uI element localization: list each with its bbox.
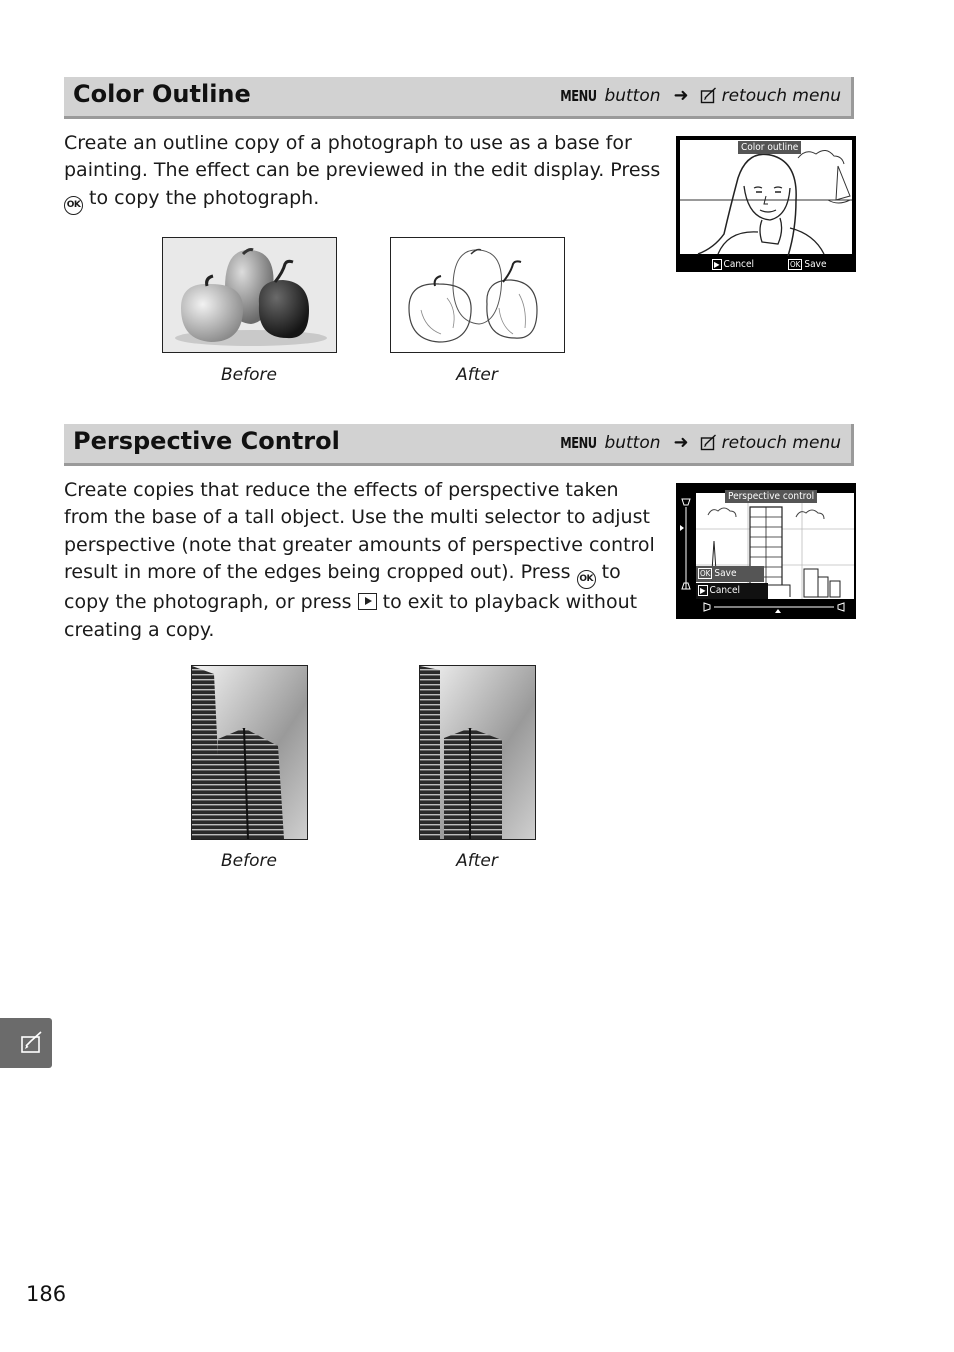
retouch-menu-label: retouch menu xyxy=(721,432,841,453)
screen-footer xyxy=(678,256,854,272)
section-title-color-outline: Color Outline xyxy=(73,80,251,108)
peppers-before-photo xyxy=(162,237,337,353)
screen-save-label: Save xyxy=(804,259,827,270)
screen-cancel-hint xyxy=(712,259,754,270)
screen-title-perspective: Perspective control xyxy=(725,490,817,503)
ok-icon: OK xyxy=(700,569,711,578)
playback-icon: ▶ xyxy=(714,260,720,269)
playback-icon: ▶ xyxy=(700,586,706,595)
screen-cancel-hint xyxy=(698,585,740,596)
screen-save-option xyxy=(696,566,764,582)
retouch-tab-icon xyxy=(20,1031,44,1055)
peppers-outline-image xyxy=(391,238,564,352)
color-outline-text-1: Create an outline copy of a photograph to use as a base for painting. The effect can be previewed in the edit display. Press xyxy=(64,132,661,182)
perspective-text-1: Create copies that reduce the effects of perspective taken from the base of a tall object. Use the multi selector to adjust perspective (note that greater amounts of perspective control result in more of the edges being cropped out). Press xyxy=(64,479,655,584)
caption-after-1: After xyxy=(456,365,498,385)
menu-path xyxy=(557,85,841,106)
perspective-control-description xyxy=(64,477,664,644)
screen-title-color-outline: Color outline xyxy=(738,141,801,154)
peppers-photo-image xyxy=(163,238,336,352)
menu-path xyxy=(557,432,841,453)
page-number: 186 xyxy=(26,1282,67,1306)
ok-button-icon: OK xyxy=(64,196,83,215)
caption-after-2: After xyxy=(456,851,498,871)
building-before-photo xyxy=(191,665,308,840)
ok-button-icon: OK xyxy=(577,570,596,589)
menu-label: MENU xyxy=(559,86,597,105)
color-outline-description xyxy=(64,130,664,215)
building-after-image xyxy=(420,666,535,839)
screen-save-hint xyxy=(788,259,826,270)
building-before-image xyxy=(192,666,307,839)
retouch-menu-icon xyxy=(700,434,717,451)
outline-portrait-drawing xyxy=(678,138,854,256)
screen-save-label: Save xyxy=(714,568,737,579)
arrow-icon: ➜ xyxy=(673,85,689,106)
color-outline-header xyxy=(64,77,854,119)
color-outline-screen xyxy=(676,136,856,272)
arrow-icon: ➜ xyxy=(673,432,689,453)
retouch-menu-label: retouch menu xyxy=(721,85,841,106)
peppers-after-photo xyxy=(390,237,565,353)
perspective-control-header xyxy=(64,424,854,466)
screen-cancel-option xyxy=(696,583,768,599)
caption-before-2: Before xyxy=(221,851,277,871)
screen-cancel-label: Cancel xyxy=(709,585,741,596)
screen-cancel-label: Cancel xyxy=(723,259,755,270)
perspective-control-screen xyxy=(676,483,856,619)
perspective-text-3: to exit to playback without creating a copy. xyxy=(64,591,638,641)
button-word: button xyxy=(604,432,661,453)
playback-button-icon xyxy=(358,593,377,610)
screen-save-hint xyxy=(698,568,736,579)
perspective-text-2: to copy the photograph, or press xyxy=(64,561,621,614)
color-outline-text-2: to copy the photograph. xyxy=(83,186,320,209)
retouch-section-tab xyxy=(0,1018,52,1068)
section-title-perspective-control: Perspective Control xyxy=(73,427,340,455)
retouch-menu-icon xyxy=(700,87,717,104)
caption-before-1: Before xyxy=(221,365,277,385)
ok-icon: OK xyxy=(790,260,801,269)
button-word: button xyxy=(604,85,661,106)
menu-label: MENU xyxy=(559,433,597,452)
building-after-photo xyxy=(419,665,536,840)
